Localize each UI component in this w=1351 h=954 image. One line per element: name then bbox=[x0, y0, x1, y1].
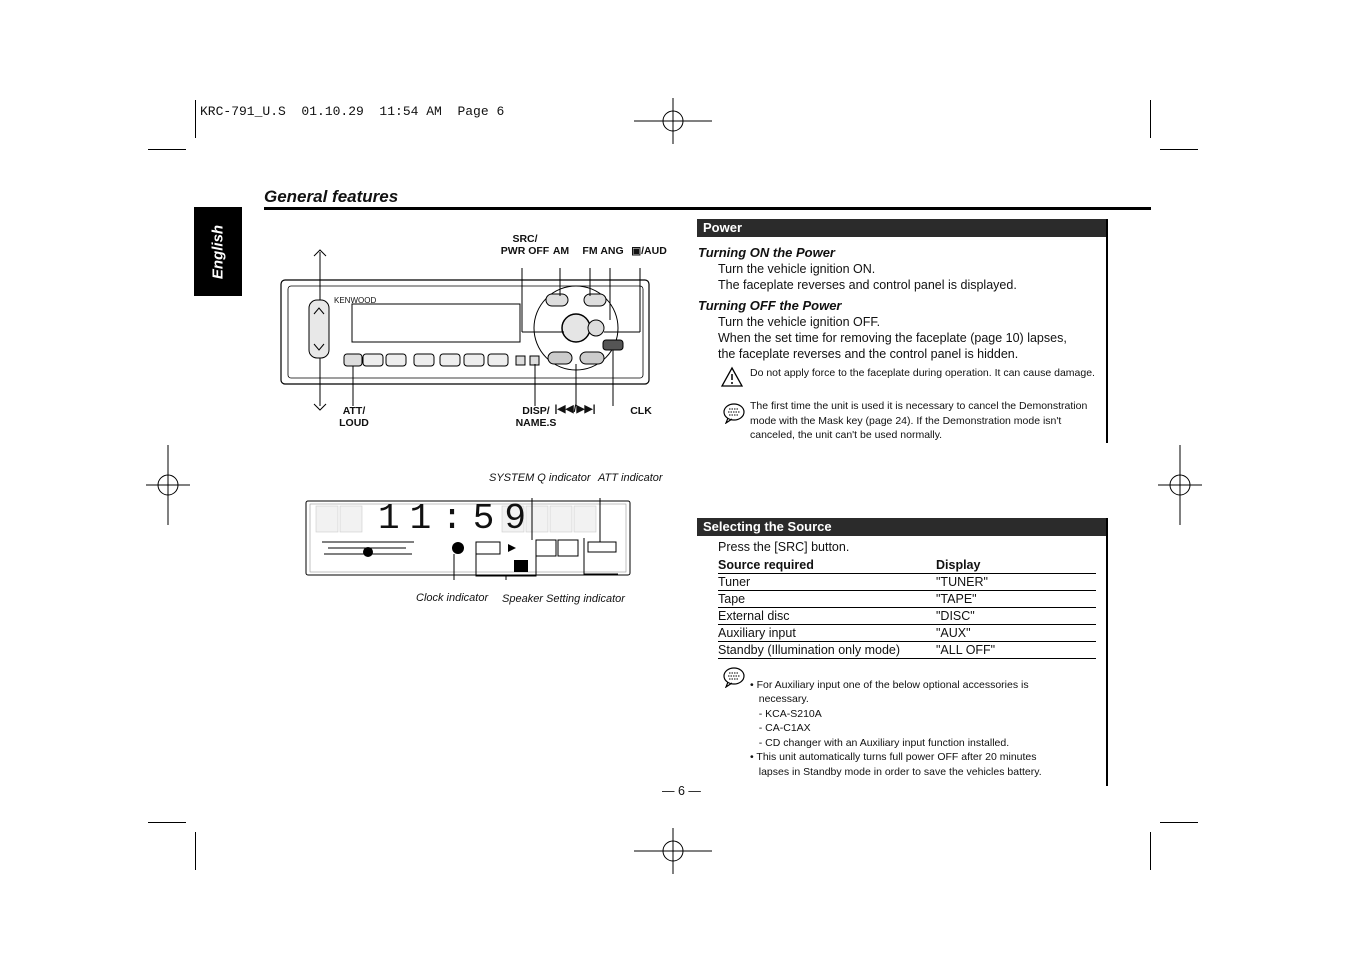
registration-mark-bottom bbox=[634, 828, 714, 874]
source-note-line: • This unit automatically turns full power OFF after 20 minutes bbox=[750, 751, 1037, 763]
source-note-line: - CD changer with an Auxiliary input function installed. bbox=[750, 736, 1010, 749]
page-number: — 6 — bbox=[662, 784, 701, 798]
label-speaker-indicator: Speaker Setting indicator bbox=[502, 593, 625, 605]
table-row bbox=[718, 642, 1096, 659]
power-heading: Power bbox=[703, 220, 743, 235]
table-header-display: Display bbox=[936, 557, 1096, 574]
crop-mark bbox=[195, 832, 196, 870]
display-cell: "DISC" bbox=[936, 608, 1096, 625]
source-cell: Tuner bbox=[718, 574, 936, 591]
crop-mark bbox=[148, 822, 186, 823]
turning-off-line: the faceplate reverses and the control panel is hidden. bbox=[718, 347, 1019, 361]
crop-mark bbox=[148, 149, 186, 150]
crop-mark bbox=[1150, 832, 1151, 870]
source-heading-bar bbox=[697, 518, 1108, 536]
note-icon bbox=[722, 402, 746, 424]
display-cell: "ALL OFF" bbox=[936, 642, 1096, 659]
source-heading: Selecting the Source bbox=[703, 519, 832, 534]
source-note-line: lapses in Standby mode in order to save the vehicles battery. bbox=[750, 765, 1042, 778]
print-header: KRC-791_U.S 01.10.29 11:54 AM Page 6 bbox=[200, 104, 505, 119]
turning-on-title: Turning ON the Power bbox=[698, 245, 835, 260]
label-att-indicator: ATT indicator bbox=[598, 472, 663, 484]
section-title: General features bbox=[264, 187, 399, 206]
power-note-text: The first time the unit is used it is necessary to cancel the Demonstration mode with the Mask key (page 24). If the Demonstration mode isn't canceled, the unit can't be used normally. bbox=[750, 400, 1088, 441]
caution-icon bbox=[720, 366, 744, 388]
source-cell: Auxiliary input bbox=[718, 625, 936, 642]
note-icon bbox=[722, 666, 746, 688]
source-cell: External disc bbox=[718, 608, 936, 625]
turning-on-line: Turn the vehicle ignition ON. bbox=[718, 262, 876, 276]
label-att-loud: ATT/ LOUD bbox=[339, 405, 369, 429]
title-rule bbox=[264, 207, 1151, 210]
language-tab-label: English bbox=[209, 224, 227, 279]
display-cell: "TAPE" bbox=[936, 591, 1096, 608]
table-row bbox=[718, 608, 1096, 625]
label-q-aud bbox=[628, 245, 670, 257]
turning-off-title: Turning OFF the Power bbox=[698, 298, 842, 313]
source-cell: Tape bbox=[718, 591, 936, 608]
crop-mark bbox=[195, 100, 196, 138]
label-q-aud-text: /AUD bbox=[641, 245, 667, 257]
table-header-source: Source required bbox=[718, 557, 936, 574]
source-note-line: necessary. bbox=[750, 693, 809, 705]
display-cell: "TUNER" bbox=[936, 574, 1096, 591]
source-note-line: - KCA-S210A bbox=[750, 707, 822, 720]
source-table bbox=[718, 557, 1096, 659]
source-note bbox=[750, 663, 1100, 794]
registration-mark-right bbox=[1158, 445, 1202, 525]
label-clock-indicator: Clock indicator bbox=[416, 592, 489, 604]
table-row bbox=[718, 625, 1096, 642]
table-header-row bbox=[718, 557, 1096, 574]
power-heading-bar bbox=[697, 219, 1108, 237]
display-time: 11:59 bbox=[378, 498, 537, 539]
label-disp-name: DISP/ NAME.S bbox=[515, 405, 557, 429]
display-cell: "AUX" bbox=[936, 625, 1096, 642]
label-clk: CLK bbox=[630, 405, 652, 417]
crop-mark bbox=[1160, 149, 1198, 150]
source-side-rule bbox=[1106, 518, 1108, 786]
crop-mark bbox=[1160, 822, 1198, 823]
crop-mark bbox=[1150, 100, 1151, 138]
label-ang: ANG bbox=[600, 245, 624, 257]
power-side-rule bbox=[1106, 219, 1108, 443]
table-row bbox=[718, 574, 1096, 591]
table-row bbox=[718, 591, 1096, 608]
label-am: AM bbox=[552, 245, 570, 257]
q-icon: ▣ bbox=[631, 245, 642, 257]
source-cell: Standby (Illumination only mode) bbox=[718, 642, 936, 659]
registration-mark-top bbox=[634, 98, 714, 144]
source-note-line: • For Auxiliary input one of the below optional accessories is bbox=[750, 678, 1029, 691]
turning-off-line: When the set time for removing the faceplate (page 10) lapses, bbox=[718, 331, 1067, 345]
source-instruction: Press the [SRC] button. bbox=[718, 540, 850, 554]
turning-off-line: Turn the vehicle ignition OFF. bbox=[718, 315, 881, 329]
brand-logo: KENWOOD bbox=[334, 296, 377, 305]
label-src-pwr-off: SRC/ PWR OFF bbox=[500, 233, 550, 257]
source-note-line: - CA-C1AX bbox=[750, 722, 811, 734]
caution-text: Do not apply force to the faceplate during operation. It can cause damage. bbox=[750, 367, 1095, 379]
label-fm: FM bbox=[582, 245, 598, 257]
language-tab bbox=[194, 207, 242, 296]
turning-on-line: The faceplate reverses and control panel is displayed. bbox=[718, 278, 1017, 292]
label-system-q-indicator: SYSTEM Q indicator bbox=[489, 472, 591, 484]
label-track: |◀◀/▶▶| bbox=[554, 403, 596, 415]
registration-mark-left bbox=[146, 445, 190, 525]
